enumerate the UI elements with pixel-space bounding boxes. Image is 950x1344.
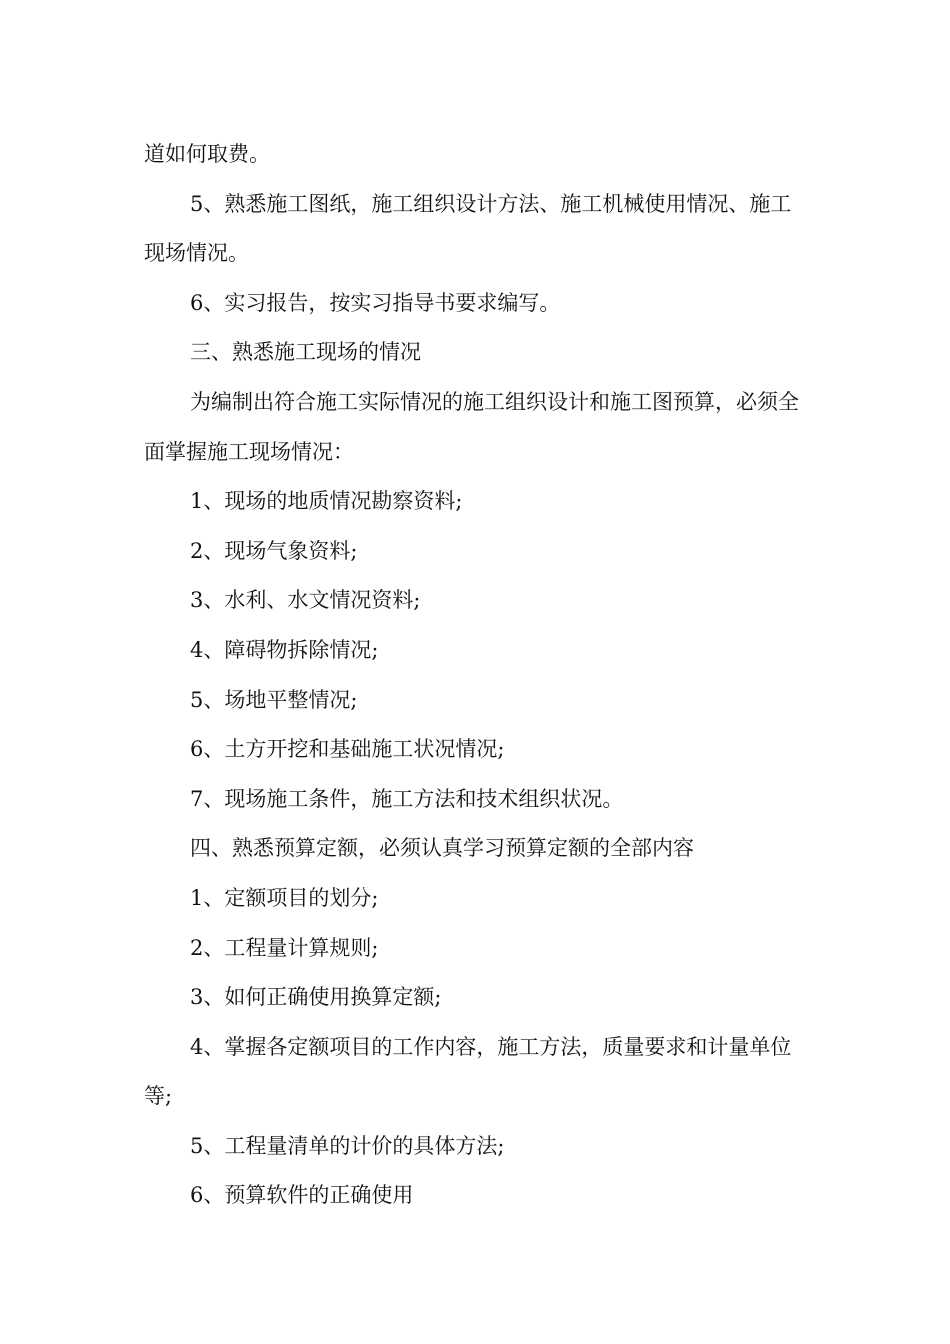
- paragraph: 为编制出符合施工实际情况的施工组织设计和施工图预算，必须全面掌握施工现场情况：: [144, 389, 799, 464]
- document-body: [144, 130, 809, 1221]
- list-item: 3、如何正确使用换算定额;: [190, 985, 442, 1010]
- list-item: 4、障碍物拆除情况;: [190, 637, 379, 662]
- list-item: 3、水利、水文情况资料;: [190, 588, 421, 613]
- paragraph: 6、实习报告，按实习指导书要求编写。: [190, 290, 561, 315]
- list-item: 5、场地平整情况;: [190, 687, 358, 712]
- paragraph: 道如何取费。: [144, 142, 270, 166]
- list-item: 2、工程量计算规则;: [190, 935, 379, 960]
- list-item: 6、土方开挖和基础施工状况情况;: [190, 737, 505, 762]
- list-item: 1、定额项目的划分;: [190, 885, 379, 910]
- list-item: 1、现场的地质情况勘察资料;: [190, 489, 463, 514]
- list-item: 7、现场施工条件，施工方法和技术组织状况。: [190, 786, 624, 811]
- list-item: 5、工程量清单的计价的具体方法;: [190, 1133, 505, 1158]
- list-item: 4、掌握各定额项目的工作内容，施工方法，质量要求和计量单位等;: [144, 1034, 792, 1109]
- section-heading: 三、熟悉施工现场的情况: [190, 340, 421, 365]
- list-item: 6、预算软件的正确使用: [190, 1183, 414, 1208]
- list-item: 2、现场气象资料;: [190, 538, 358, 563]
- paragraph: 5、熟悉施工图纸，施工组织设计方法、施工机械使用情况、施工现场情况。: [144, 191, 792, 266]
- section-heading: 四、熟悉预算定额，必须认真学习预算定额的全部内容: [190, 836, 694, 861]
